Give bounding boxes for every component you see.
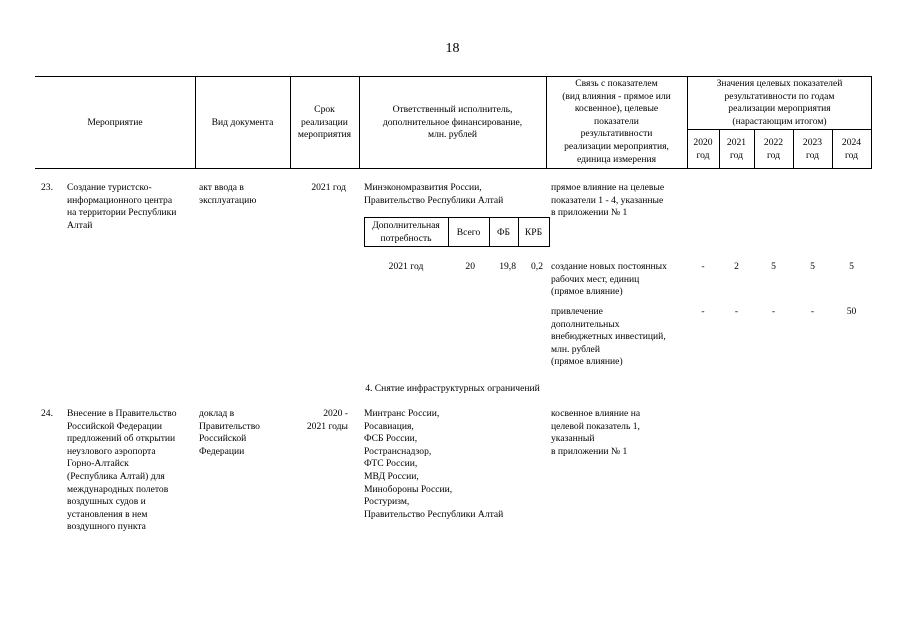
header-year-2020: 2020 год bbox=[693, 137, 713, 161]
indicator-1-value-2020: - bbox=[701, 261, 705, 272]
header-year-2024: 2024 год bbox=[841, 137, 862, 161]
page-number: 18 bbox=[445, 41, 460, 56]
table-top-border bbox=[35, 76, 872, 77]
header-link: Связь с показателем (вид влияния - прямое или косвенное), целевые показатели результативности реализации мероприятия, единица измерения bbox=[562, 78, 671, 165]
header-year-2022: 2022 год bbox=[763, 137, 784, 161]
header-event: Мероприятие bbox=[87, 117, 143, 128]
indicator-2-value-2024: 50 bbox=[846, 306, 857, 317]
indicator-2-value-2022: - bbox=[771, 306, 776, 317]
indicator-1-text: создание новых постоянных рабочих мест, единиц (прямое влияние) bbox=[551, 261, 667, 298]
indicator-1-value-2021: 2 bbox=[734, 261, 739, 272]
financing-need-header: Дополнительная потребность bbox=[372, 220, 440, 244]
row-23-event: Создание туристско- информационного центра на территории Республики Алтай bbox=[67, 182, 177, 231]
indicator-1-value-2022: 5 bbox=[771, 261, 776, 272]
financing-total-header: Всего bbox=[456, 227, 481, 238]
financing-total-value: 20 bbox=[465, 261, 475, 272]
header-doc-type: Вид документа bbox=[211, 117, 274, 128]
financing-krb-header: КРБ bbox=[524, 227, 543, 238]
row-24-number: 24. bbox=[41, 408, 53, 419]
header-term: Срок реализации мероприятия bbox=[297, 104, 352, 141]
header-values-title: Значения целевых показателей результативности по годам реализации мероприятия (нарастающим итогом) bbox=[716, 78, 843, 127]
header-executor: Ответственный исполнитель, дополнительное финансирование, млн. рублей bbox=[382, 104, 523, 141]
row-23-link: прямое влияние на целевые показатели 1 - 4, указанные в приложении № 1 bbox=[551, 182, 665, 219]
row-24-executor: Минтранс России, Росавиация, ФСБ России, Ространснадзор, ФТС России, МВД России, Минобороны России, Ростуризм, Правительство Республики Алтай bbox=[364, 408, 504, 520]
row-24-event: Внесение в Правительство Российской Федерации предложений об открытии неузлового аэропорта Горно-Алтайск (Республика Алтай) для международных полетов воздушных судов и установления в нем воздушного пункта bbox=[67, 408, 177, 533]
header-year-2023: 2023 год bbox=[802, 137, 823, 161]
row-23-doc: акт ввода в эксплуатацию bbox=[199, 182, 257, 206]
indicator-2-value-2020: - bbox=[701, 306, 705, 317]
row-24-term: 2020 - 2021 годы bbox=[306, 408, 348, 432]
row-23-executor: Минэкономразвития России, Правительство Республики Алтай bbox=[364, 182, 504, 206]
indicator-1-value-2024: 5 bbox=[849, 261, 854, 272]
section-heading: 4. Снятие инфраструктурных ограничений bbox=[365, 383, 540, 394]
financing-krb-value: 0,2 bbox=[531, 261, 543, 272]
indicator-1-value-2023: 5 bbox=[810, 261, 815, 272]
table-header-bottom-border bbox=[35, 168, 872, 169]
indicator-2-value-2023: - bbox=[810, 306, 815, 317]
row-24-link: косвенное влияние на целевой показатель 1, указанный в приложении № 1 bbox=[551, 408, 641, 457]
financing-fb-header: ФБ bbox=[496, 227, 511, 238]
row-24-doc: доклад в Правительство Российской Федерации bbox=[199, 408, 260, 457]
indicator-2-value-2021: - bbox=[734, 306, 739, 317]
financing-fb-value: 19,8 bbox=[499, 261, 516, 272]
years-divider bbox=[687, 129, 872, 130]
financing-subtable-top bbox=[364, 217, 550, 218]
header-year-2021: 2021 год bbox=[726, 137, 747, 161]
financing-year: 2021 год bbox=[388, 261, 424, 272]
indicator-2-text: привлечение дополнительных внебюджетных инвестиций, млн. рублей (прямое влияние) bbox=[551, 306, 666, 368]
row-23-number: 23. bbox=[41, 182, 53, 193]
financing-subtable-right bbox=[549, 217, 550, 246]
row-23-term: 2021 год bbox=[311, 182, 346, 193]
financing-subtable-bottom bbox=[364, 246, 550, 247]
